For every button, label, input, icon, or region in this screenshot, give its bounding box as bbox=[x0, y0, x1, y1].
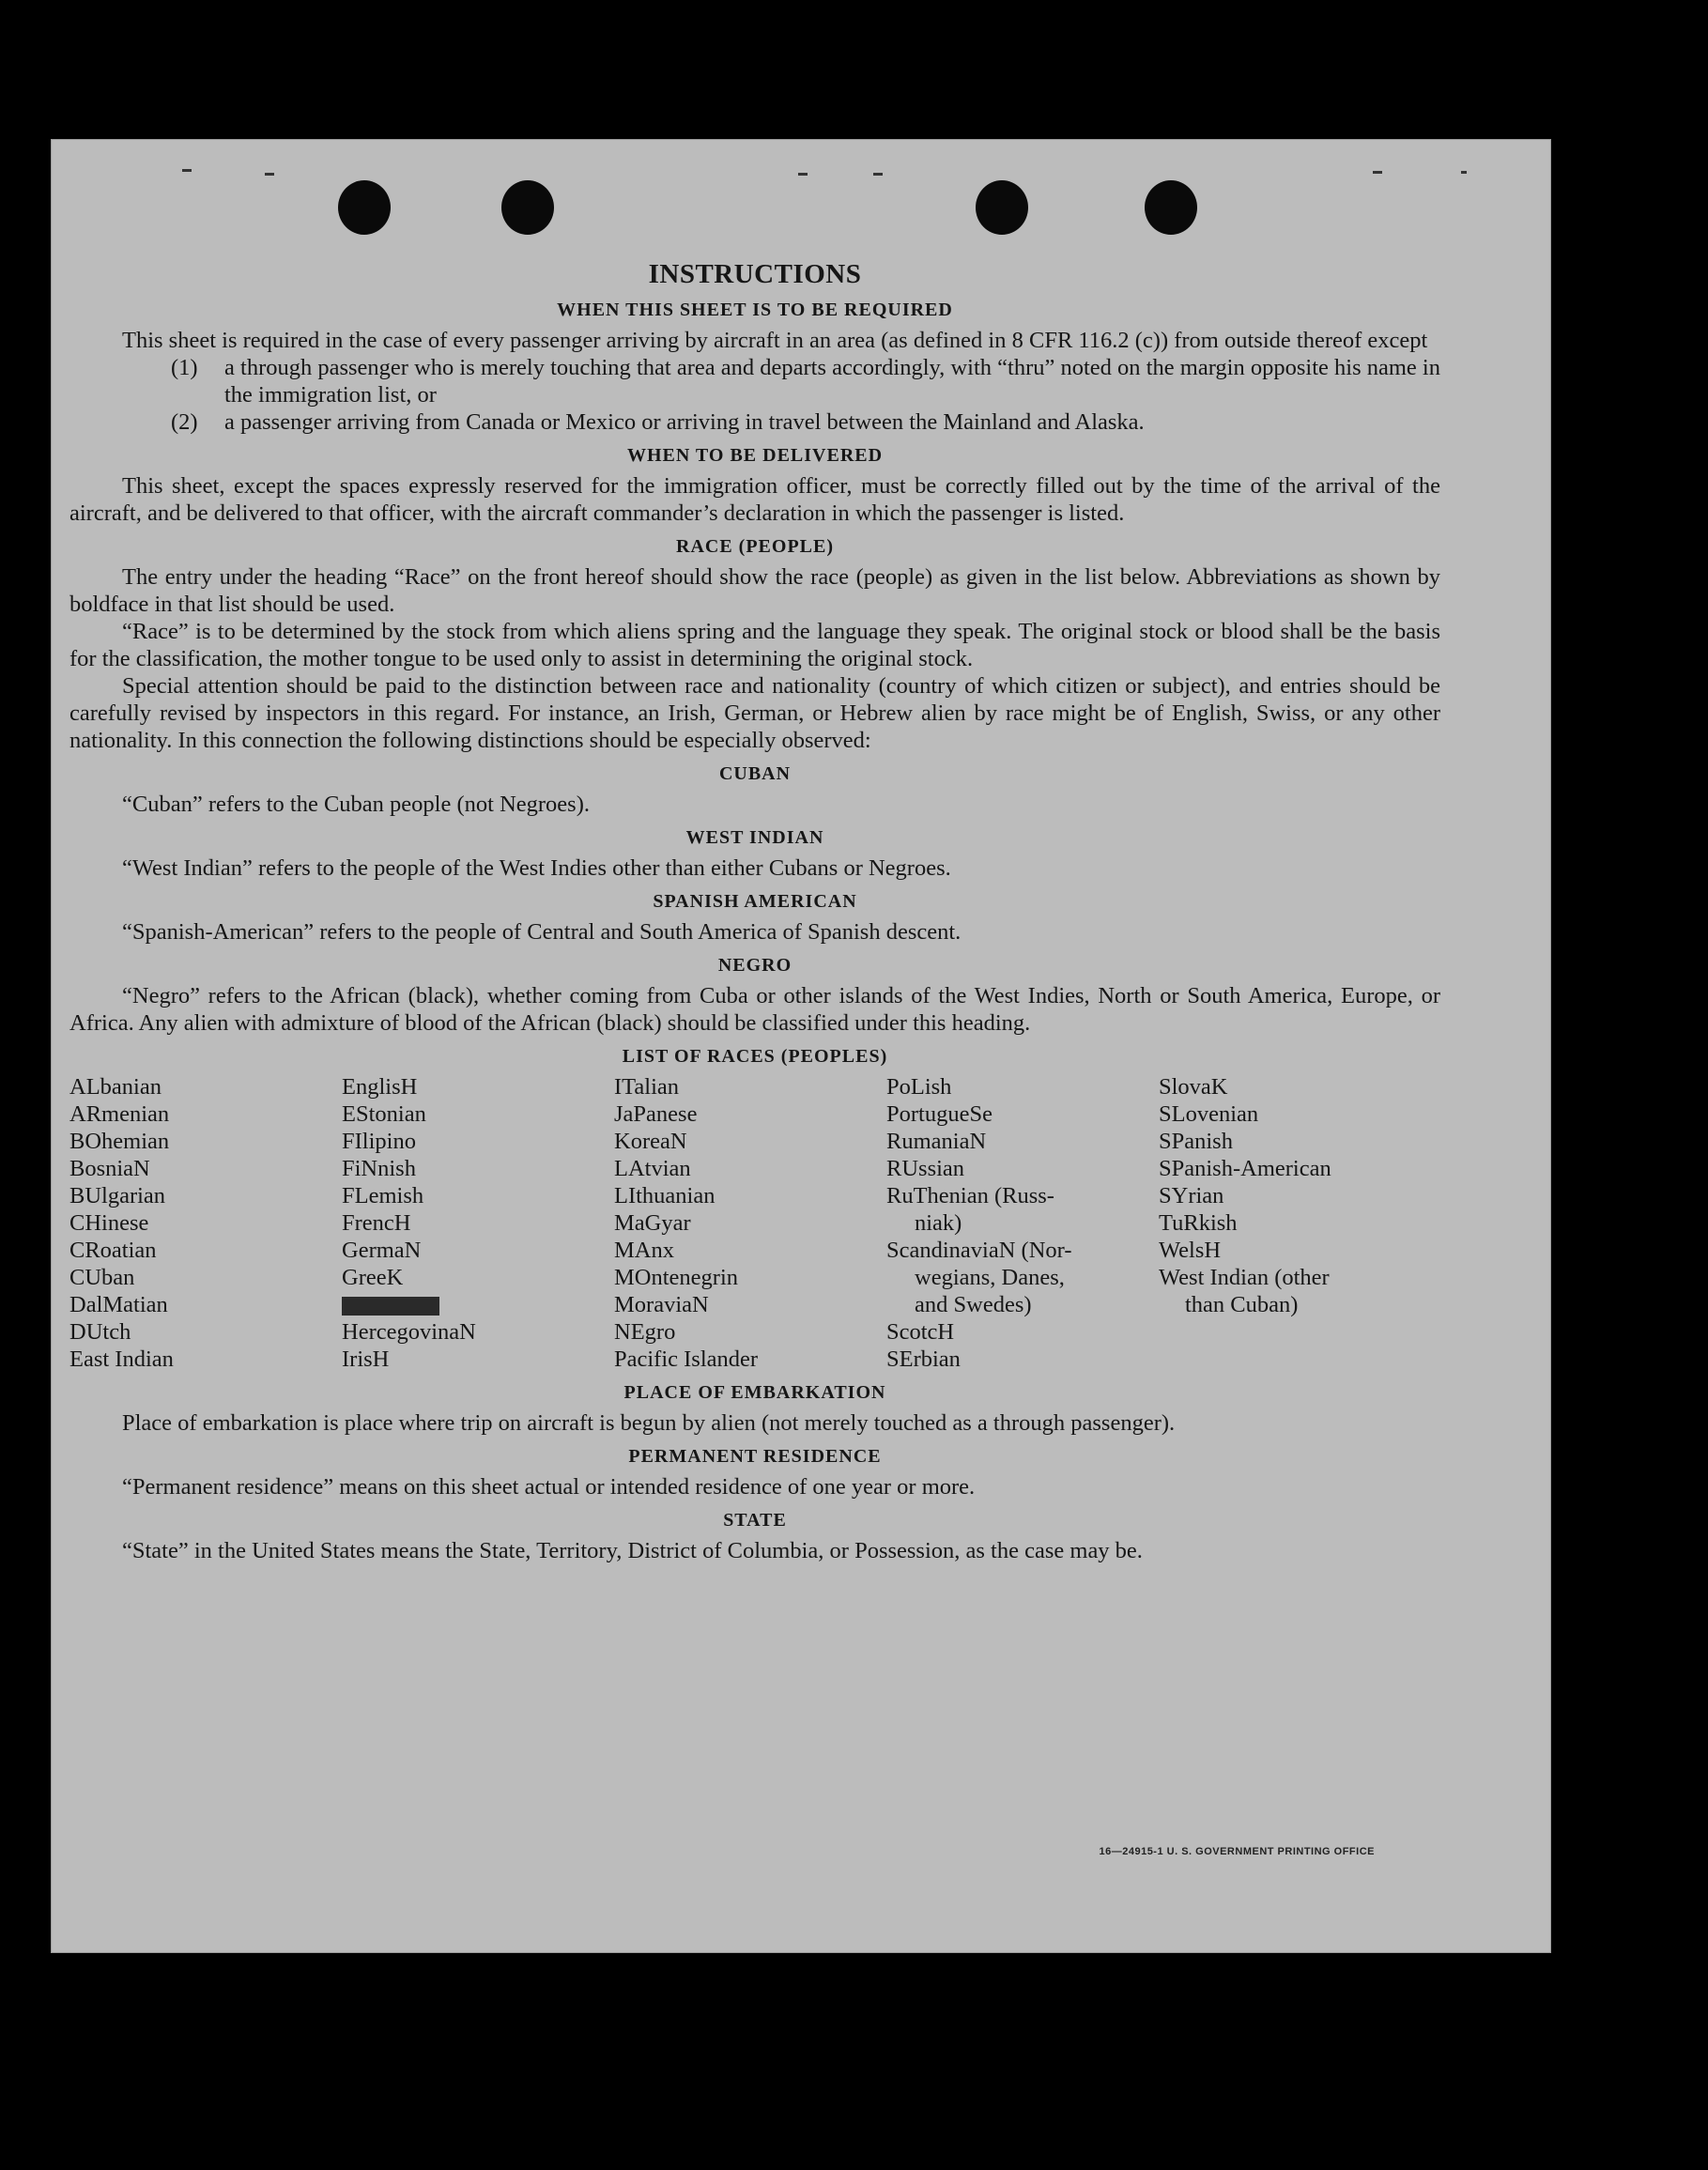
west-indian-text: “West Indian” refers to the people of the West Indies other than either Cubans or Negroes. bbox=[122, 855, 951, 881]
race-entry: CUban bbox=[69, 1265, 135, 1290]
race-entry: ARmenian bbox=[69, 1101, 170, 1127]
section-heading-list-of-races: LIST OF RACES (PEOPLES) bbox=[622, 1046, 888, 1067]
race-entry: CRoatian bbox=[69, 1238, 157, 1263]
race-entry: SPanish bbox=[1159, 1129, 1233, 1154]
embarkation-text: Place of embarkation is place where trip on aircraft is begun by alien (not merely touched as a through passenger). bbox=[122, 1410, 1176, 1436]
race-entry: SlovaK bbox=[1159, 1074, 1228, 1100]
races-column bbox=[614, 1073, 886, 1373]
instructions-content bbox=[69, 259, 1440, 1564]
race-entry: BosniaN bbox=[69, 1156, 150, 1181]
race-entry: WelsH bbox=[1159, 1238, 1222, 1263]
race-entry: MAnx bbox=[614, 1238, 674, 1263]
race-entry: ScandinaviaN (Nor- bbox=[886, 1238, 1072, 1263]
list-item bbox=[171, 408, 1440, 436]
race-entry: LIthuanian bbox=[614, 1183, 716, 1208]
spanish-american-text: “Spanish-American” refers to the people of Central and South America of Spanish descent. bbox=[122, 919, 962, 945]
race-entry: JaPanese bbox=[614, 1101, 698, 1127]
page-title: INSTRUCTIONS bbox=[648, 259, 862, 289]
race-entry: DUtch bbox=[69, 1319, 131, 1345]
delivered-text: This sheet, except the spaces expressly reserved for the immigration officer, must be correctly filled out by the time of the arrival of the aircraft, and be delivered to that officer, with the aircraft commander’s declaration in which the passenger is listed. bbox=[69, 473, 1440, 526]
race-entry: FrencH bbox=[342, 1210, 411, 1236]
race-entry: GermaN bbox=[342, 1238, 422, 1263]
race-entry: TuRkish bbox=[1159, 1210, 1238, 1236]
race-entry: RumaniaN bbox=[886, 1129, 987, 1154]
item-text: a through passenger who is merely touching that area and departs accordingly, with “thru” noted on the margin opposite his name in the immigration list, or bbox=[224, 355, 1440, 408]
section-heading-cuban: CUBAN bbox=[718, 763, 792, 784]
race-entry: ALbanian bbox=[69, 1074, 162, 1100]
race-entry: RUssian bbox=[886, 1156, 965, 1181]
race-entry: BOhemian bbox=[69, 1129, 170, 1154]
print-code: 16—24915-1 U. S. GOVERNMENT PRINTING OFFICE bbox=[1099, 1846, 1375, 1857]
races-column bbox=[1159, 1073, 1431, 1373]
race-entry: NEgro bbox=[614, 1319, 676, 1345]
scan-mark bbox=[182, 169, 192, 172]
races-column bbox=[342, 1073, 614, 1373]
race-entry: ScotcH bbox=[886, 1319, 955, 1345]
race-entry: IrisH bbox=[342, 1347, 390, 1372]
state-text: “State” in the United States means the State, Territory, District of Columbia, or Possession, as the case may be. bbox=[122, 1538, 1143, 1563]
race-entry: East Indian bbox=[69, 1347, 174, 1372]
race-entry: PortugueSe bbox=[886, 1101, 992, 1127]
redacted-entry bbox=[342, 1291, 614, 1318]
section-heading-spanish-american: SPANISH AMERICAN bbox=[653, 891, 857, 912]
section-heading-state: STATE bbox=[723, 1510, 787, 1531]
races-column bbox=[69, 1073, 342, 1373]
race-entry: FiNnish bbox=[342, 1156, 416, 1181]
race-entry: wegians, Danes, bbox=[915, 1265, 1065, 1290]
item-number: (2) bbox=[171, 409, 198, 435]
scan-mark bbox=[798, 173, 808, 176]
race-paragraph: “Race” is to be determined by the stock from which aliens spring and the language they speak. The original stock or blood shall be the basis for the classification, the mother tongue to be used only to assist in determining the original stock. bbox=[69, 619, 1440, 671]
race-entry: RuThenian (Russ- bbox=[886, 1183, 1054, 1208]
instruction-sheet bbox=[51, 139, 1551, 1953]
section-heading-west-indian: WEST INDIAN bbox=[685, 827, 824, 848]
race-entry: Pacific Islander bbox=[614, 1347, 759, 1372]
section-heading-delivered: WHEN TO BE DELIVERED bbox=[626, 445, 884, 466]
race-entry: and Swedes) bbox=[915, 1292, 1032, 1317]
race-paragraph: Special attention should be paid to the distinction between race and nationality (country of which citizen or subject), and entries should be carefully revised by inspectors in this regard. For instance, an Irish, German, or Hebrew alien by race might be of English, Swiss, or any other nationality. In this connection the following distinctions should be especially observed: bbox=[69, 673, 1440, 753]
race-entry: niak) bbox=[915, 1210, 962, 1236]
scan-mark bbox=[1373, 171, 1382, 174]
race-entry: than Cuban) bbox=[1185, 1292, 1299, 1317]
race-entry: SErbian bbox=[886, 1347, 961, 1372]
punch-hole bbox=[338, 180, 391, 235]
punch-hole bbox=[501, 180, 554, 235]
race-entry: EnglisH bbox=[342, 1074, 418, 1100]
list-item bbox=[171, 354, 1440, 408]
race-entry: FLemish bbox=[342, 1183, 424, 1208]
redaction-mark bbox=[342, 1297, 439, 1316]
scan-mark bbox=[1461, 171, 1467, 174]
race-entry: GreeK bbox=[342, 1265, 404, 1290]
race-entry: HercegovinaN bbox=[342, 1319, 476, 1345]
punch-hole bbox=[976, 180, 1028, 235]
races-list bbox=[69, 1073, 1440, 1373]
race-entry: MOntenegrin bbox=[614, 1265, 738, 1290]
race-entry: PoLish bbox=[886, 1074, 952, 1100]
race-entry: ITalian bbox=[614, 1074, 680, 1100]
race-entry: EStonian bbox=[342, 1101, 426, 1127]
section-heading-negro: NEGRO bbox=[717, 955, 792, 976]
race-entry: SLovenian bbox=[1159, 1101, 1259, 1127]
section-heading-embarkation: PLACE OF EMBARKATION bbox=[623, 1382, 886, 1403]
race-entry: CHinese bbox=[69, 1210, 149, 1236]
negro-text: “Negro” refers to the African (black), whether coming from Cuba or other islands of the West Indies, North or South America, Europe, or Africa. Any alien with admixture of blood of the African (black) should be classified under this heading. bbox=[69, 983, 1440, 1036]
race-paragraph: The entry under the heading “Race” on the front hereof should show the race (people) as given in the list below. Abbreviations as shown by boldface in that list should be used. bbox=[69, 564, 1440, 617]
race-entry: SYrian bbox=[1159, 1183, 1224, 1208]
residence-text: “Permanent residence” means on this sheet actual or intended residence of one year or more. bbox=[122, 1474, 976, 1500]
race-entry: West Indian (other bbox=[1159, 1265, 1330, 1290]
race-entry: KoreaN bbox=[614, 1129, 687, 1154]
section-heading-required: WHEN THIS SHEET IS TO BE REQUIRED bbox=[557, 300, 953, 320]
race-entry: LAtvian bbox=[614, 1156, 691, 1181]
race-entry: BUlgarian bbox=[69, 1183, 166, 1208]
cuban-text: “Cuban” refers to the Cuban people (not Negroes). bbox=[122, 792, 590, 817]
scan-mark bbox=[265, 173, 274, 176]
race-entry: SPanish-American bbox=[1159, 1156, 1331, 1181]
item-text: a passenger arriving from Canada or Mexico or arriving in travel between the Mainland and Alaska. bbox=[224, 409, 1145, 435]
race-entry: MaGyar bbox=[614, 1210, 691, 1236]
races-column bbox=[886, 1073, 1159, 1373]
race-entry: DalMatian bbox=[69, 1292, 168, 1317]
scan-mark bbox=[873, 173, 883, 176]
punch-hole bbox=[1145, 180, 1197, 235]
section-heading-residence: PERMANENT RESIDENCE bbox=[628, 1446, 882, 1467]
race-entry: FIlipino bbox=[342, 1129, 416, 1154]
required-intro: This sheet is required in the case of every passenger arriving by aircraft in an area (as defined in 8 CFR 116.2 (c)) from outside thereof except bbox=[122, 328, 1428, 353]
section-heading-race: RACE (PEOPLE) bbox=[676, 536, 834, 557]
race-entry: MoraviaN bbox=[614, 1292, 709, 1317]
item-number: (1) bbox=[171, 355, 198, 380]
